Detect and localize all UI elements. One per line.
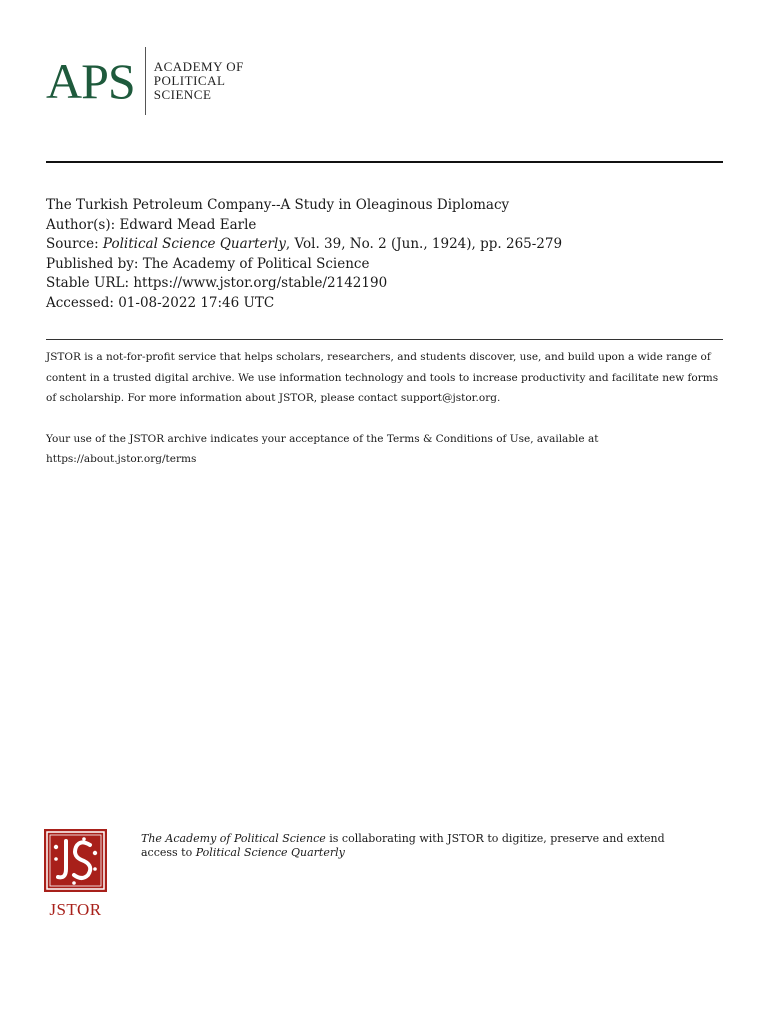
stable-url-label: Stable URL: [46, 275, 130, 291]
aps-name-line-2: POLITICAL [153, 73, 226, 88]
authors-value: Edward Mead Earle [119, 216, 257, 233]
source-line [46, 235, 562, 255]
article-title: The Turkish Petroleum Company--A Study in Oleaginous Diplomacy [46, 197, 510, 213]
aps-name-line-3: SCIENCE [153, 87, 212, 102]
middle-divider [46, 339, 723, 340]
jstor-emblem-icon [44, 829, 107, 892]
aps-logo [46, 46, 244, 116]
aps-name-line-1: ACADEMY OF [153, 59, 244, 74]
aps-logo-mark: APS [46, 53, 135, 109]
stable-url-link[interactable]: https://www.jstor.org/stable/2142190 [133, 275, 388, 291]
accessed-value: 01-08-2022 17:46 UTC [118, 294, 275, 311]
aps-logo-name [154, 60, 244, 102]
notice-paragraph-1: JSTOR is a not-for-profit service that helps scholars, researchers, and students discover, use, and build upon a wide range of content in a trusted digital archive. We use information technology and tools to increase productivity and facilitate new forms of scholarship. For more information about JSTOR, please contact support@jstor.org. [46, 351, 719, 404]
publisher-value: The Academy of Political Science [142, 255, 370, 272]
jstor-logo [44, 829, 108, 920]
source-journal: Political Science Quarterly [102, 236, 286, 252]
accessed-label: Accessed: [46, 294, 114, 311]
collab-journal: Political Science Quarterly [195, 845, 345, 859]
publisher-line [46, 255, 562, 275]
source-details: , Vol. 39, No. 2 (Jun., 1924), pp. 265-279 [285, 236, 563, 252]
authors-label: Author(s): [46, 216, 116, 233]
collab-text: is collaborating with JSTOR to digitize, preserve and extend access to [141, 832, 665, 859]
source-label: Source: [46, 236, 99, 252]
collab-org: The Academy of Political Science [141, 832, 326, 845]
accessed-line [46, 294, 562, 314]
aps-logo-divider [145, 47, 146, 115]
notice-paragraph-2: Your use of the JSTOR archive indicates your acceptance of the Terms & Conditions of Use, available at https://about.jstor.org/terms [46, 432, 599, 465]
publisher-label: Published by: [46, 255, 139, 272]
citation-block [46, 196, 562, 313]
top-divider [46, 161, 723, 163]
jstor-notice [46, 347, 726, 490]
collaboration-statement [141, 832, 681, 859]
jstor-wordmark: JSTOR [49, 900, 102, 919]
authors-line [46, 216, 562, 236]
stable-url-line [46, 274, 562, 294]
